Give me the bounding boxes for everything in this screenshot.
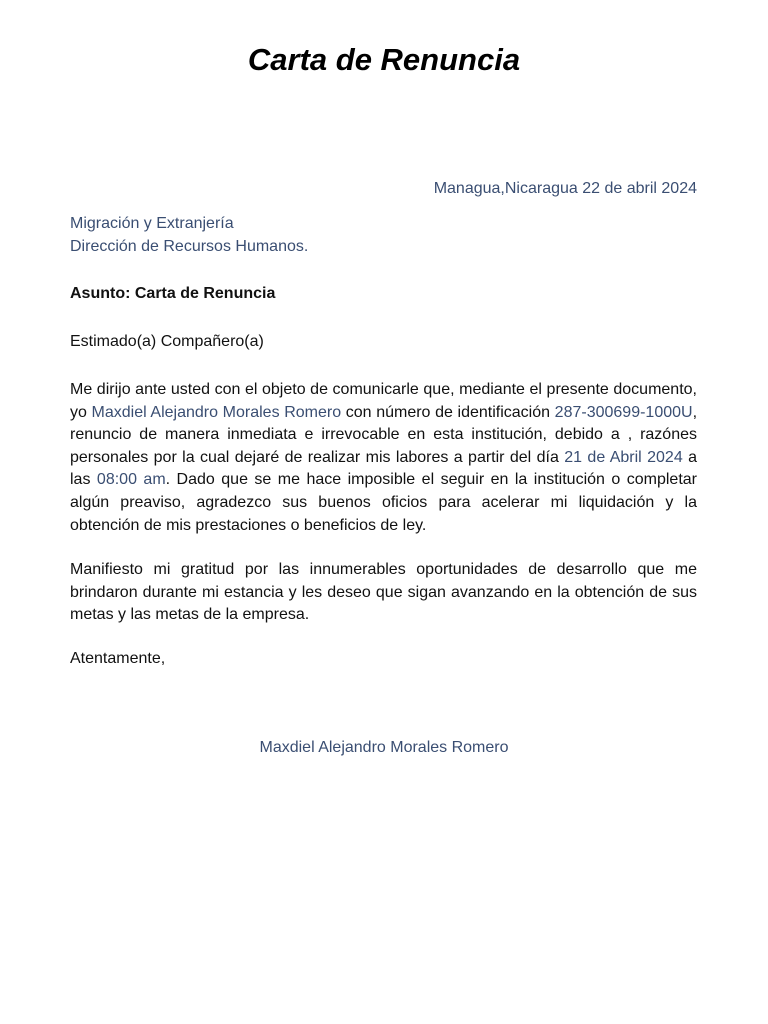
recipient-line-1: Migración y Extranjería <box>70 215 234 232</box>
subject-line: Asunto: Carta de Renuncia <box>70 285 276 302</box>
recipient-line-2: Dirección de Recursos Humanos. <box>70 238 309 255</box>
body-paragraph-2: Manifiesto mi gratitud por las innumerables oportunidades de desarrollo que me brindaron durante mi estancia y les deseo que sigan avanzando en la obtención de sus metas y las metas de la empresa. <box>70 561 697 624</box>
signature-name: Maxdiel Alejandro Morales Romero <box>259 739 509 756</box>
effective-date: 21 de Abril 2024 <box>564 448 683 466</box>
paragraph-text: , renuncio de manera inmediata e irrevocable en esta institución, debido a , razónes personales por la cual dejaré de realizar mis labores a partir del día <box>70 403 698 466</box>
id-number: 287-300699-1000U <box>554 403 693 421</box>
paragraph-text: a las <box>70 448 698 489</box>
closing: Atentamente, <box>70 650 166 667</box>
paragraph-text: . Dado que se me hace imposible el seguir en la institución o completar algún preaviso, agradezco sus buenos oficios para acelerar mi liquidación y la obtención de mis prestaciones o beneficios de ley. <box>70 471 697 534</box>
place-date: Managua,Nicaragua 22 de abril 2024 <box>433 180 697 197</box>
body-paragraph-1 <box>70 379 697 537</box>
paragraph-text: con número de identificación <box>341 403 555 421</box>
paragraph-text: Me dirijo ante usted con el objeto de comunicarle que, mediante el presente documento, yo <box>70 381 697 421</box>
effective-time: 08:00 am <box>96 471 166 489</box>
employee-name: Maxdiel Alejandro Morales Romero <box>91 403 342 421</box>
greeting: Estimado(a) Compañero(a) <box>70 333 264 350</box>
recipient-block <box>70 212 308 258</box>
letter-title: Carta de Renuncia <box>247 42 521 77</box>
